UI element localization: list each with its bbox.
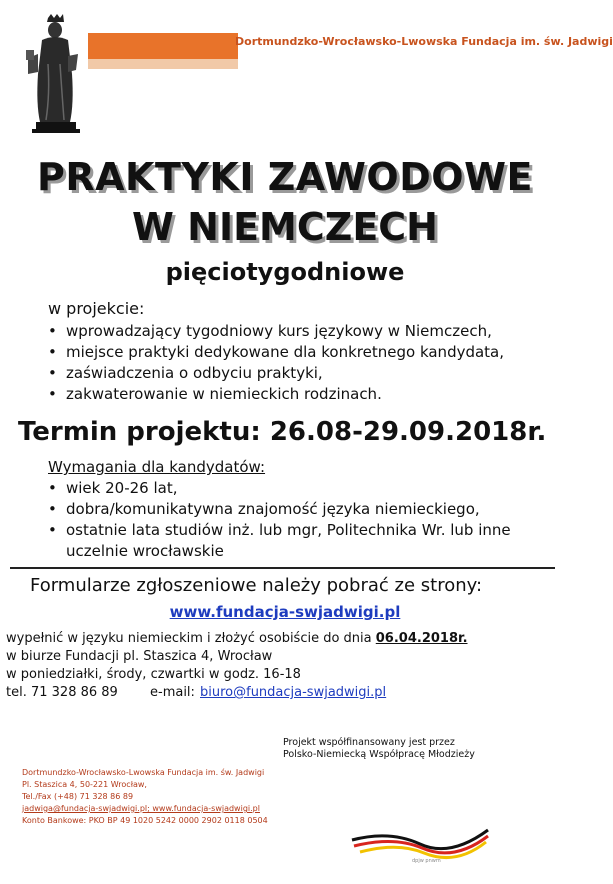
list-item: • wiek 20-26 lat, — [44, 478, 554, 499]
list-item: • zaświadczenia o odbyciu praktyki, — [44, 363, 564, 384]
footer-org: Dortmundzko-Wrocławsko-Lwowska Fundacja im. św. Jadwigi — [22, 768, 265, 777]
submission-text: wypełnić w języku niemieckim i złożyć osobiście do dnia — [6, 631, 376, 646]
page-subtitle: pięciotygodniowe — [165, 258, 405, 286]
pnwm-swoosh-logo — [350, 800, 490, 864]
footer-bank-account: Konto Bankowe: PKO BP 49 1020 5242 0000 2902 0118 0504 — [22, 816, 268, 825]
list-item: • ostatnie lata studiów inż. lub mgr, Politechnika Wr. lub inne uczelnie wrocławskie — [44, 520, 554, 562]
header-orange-bar — [88, 33, 238, 59]
list-item: • dobra/komunikatywna znajomość języka niemieckiego, — [44, 499, 554, 520]
submission-deadline: 06.04.2018r. — [375, 631, 468, 646]
phone-number: tel. 71 328 86 89 — [6, 685, 118, 700]
page-title-line1: PRAKTYKI ZAWODOWE — [37, 155, 533, 199]
divider — [10, 567, 555, 569]
cofinancing-line1: Projekt współfinansowany jest przez — [283, 737, 455, 748]
list-item: • miejsce praktyki dedykowane dla konkretnego kandydata, — [44, 342, 564, 363]
forms-heading: Formularze zgłoszeniowe należy pobrać ze strony: — [30, 575, 483, 596]
email-link[interactable]: biuro@fundacja-swjadwigi.pl — [200, 685, 387, 700]
cofinancing-line2: Polsko-Niemiecką Współpracę Młodzieży — [283, 749, 475, 760]
project-heading: w projekcie: — [48, 299, 145, 318]
foundation-website-link[interactable]: www.fundacja-swjadwigi.pl — [169, 603, 401, 621]
footer-phone: Tel./Fax (+48) 71 328 86 89 — [22, 792, 134, 801]
requirements-heading: Wymagania dla kandydatów: — [48, 458, 266, 476]
pnwm-logo-text: dpjw pnwm — [412, 858, 441, 864]
office-hours: w poniedziałki, środy, czwartki w godz. 16-18 — [6, 667, 301, 682]
email-label: e-mail: — [150, 685, 195, 700]
project-term: Termin projektu: 26.08-29.09.2018r. — [18, 417, 547, 447]
office-address: w biurze Fundacji pl. Staszica 4, Wrocław — [6, 649, 273, 664]
saint-statue-logo — [20, 14, 90, 134]
list-item: • zakwaterowanie w niemieckich rodzinach. — [44, 384, 564, 405]
requirements-list — [44, 478, 554, 562]
header-tan-bar — [88, 59, 238, 69]
footer-contact-links: jadwiga@fundacja-swjadwigi.pl; www.fundacja-swjadwigi.pl — [22, 804, 260, 813]
submission-instructions — [6, 631, 468, 646]
page-title-line2: W NIEMCZECH — [132, 205, 438, 249]
org-header: Dortmundzko-Wrocławsko-Lwowska Fundacja im. św. Jadwigi — [235, 35, 613, 48]
project-list — [44, 321, 564, 405]
footer-address: Pl. Staszica 4, 50-221 Wrocław, — [22, 780, 147, 789]
list-item: • wprowadzający tygodniowy kurs językowy w Niemczech, — [44, 321, 564, 342]
